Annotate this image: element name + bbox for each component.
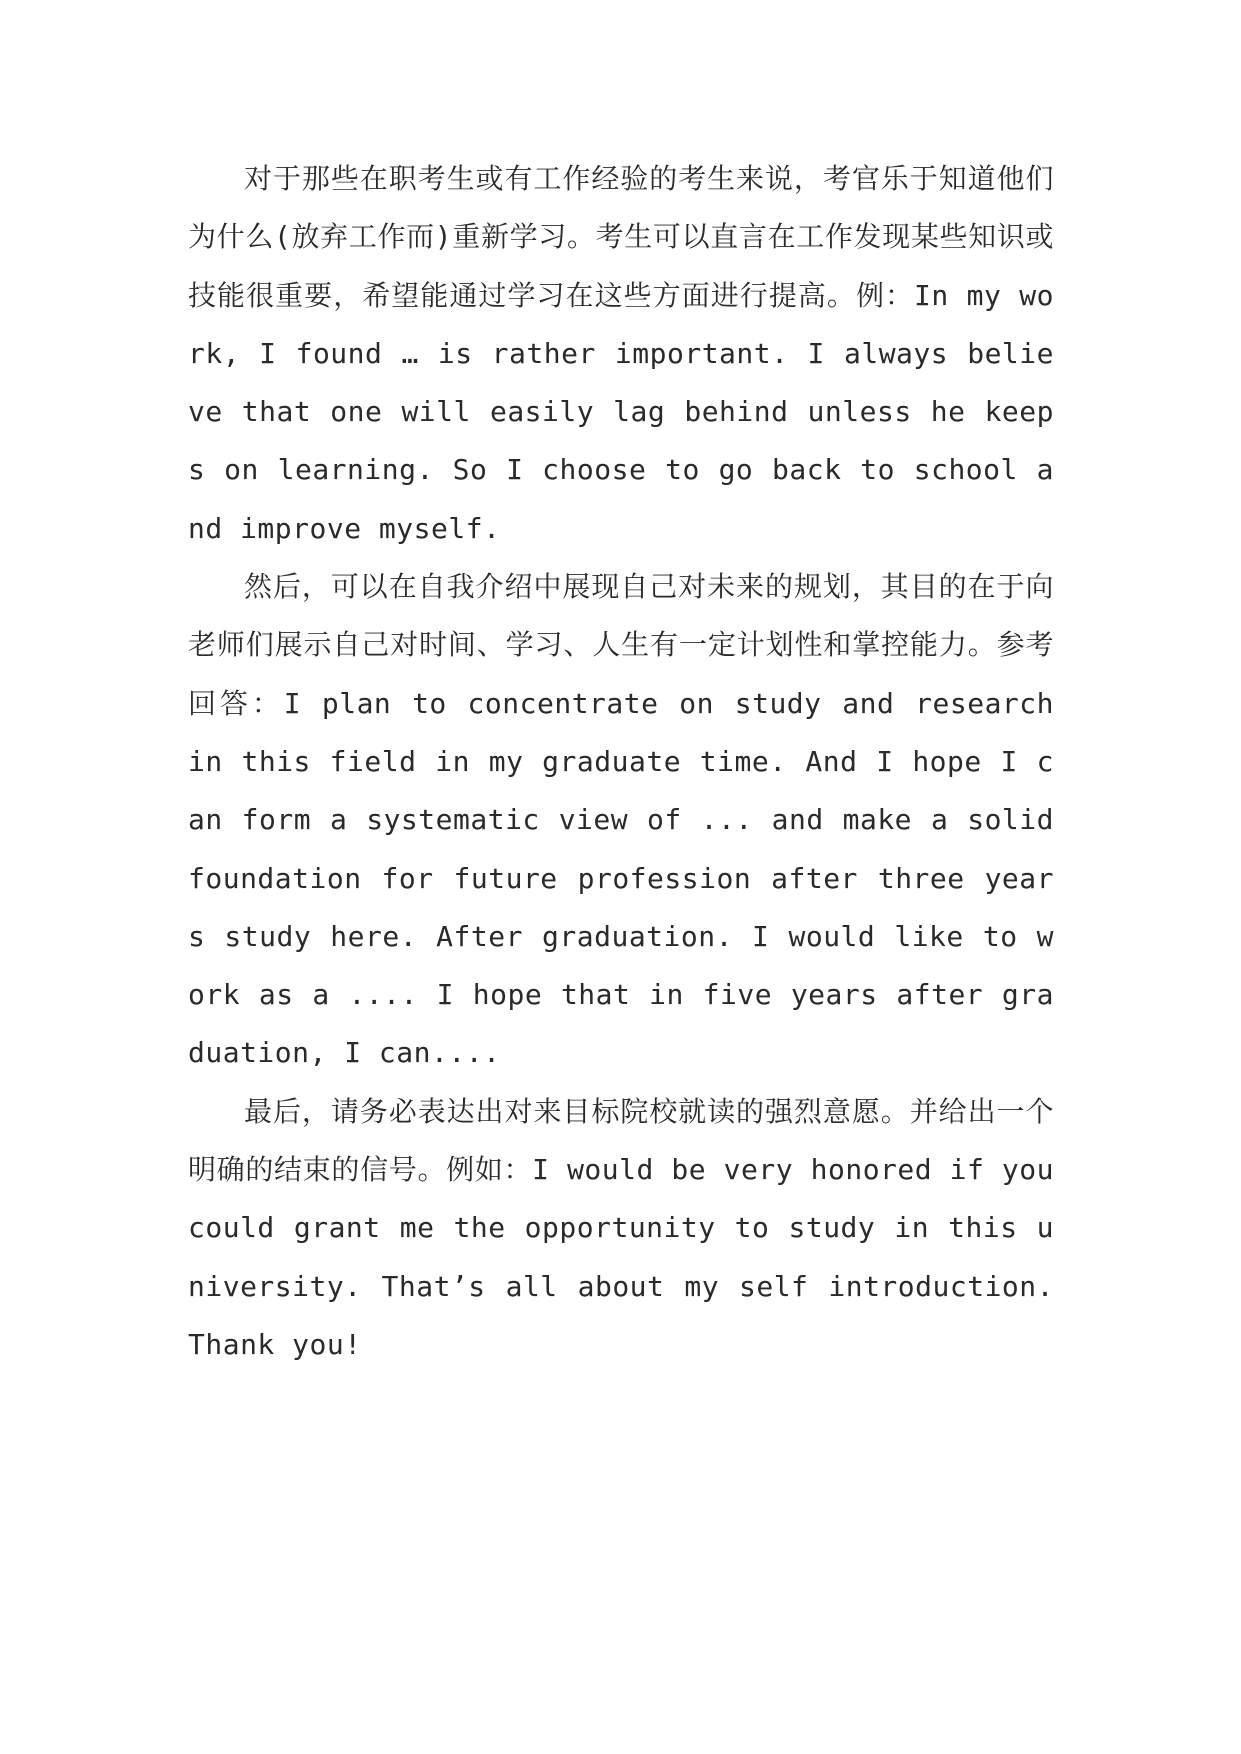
paragraph-future-plan: 然后，可以在自我介绍中展现自己对未来的规划，其目的在于向老师们展示自己对时间、学习、人生有一定计划性和掌控能力。参考回答：I plan to concentrate on study and research in this field in my graduate time. And I hope I can form a systematic view of ... and make a solid foundation for future profession after three years study here. After graduation. I would like to work as a .... I hope that in five years after graduation, I can.... <box>188 570 1054 1070</box>
paragraph-closing: 最后，请务必表达出对来目标院校就读的强烈意愿。并给出一个明确的结束的信号。例如：I would be very honored if you could grant me the opportunity to study in this university. That’s all about my self introduction. Thank you! <box>188 1094 1054 1361</box>
paragraph-work-experience: 对于那些在职考生或有工作经验的考生来说，考官乐于知道他们为什么(放弃工作而)重新学习。考生可以直言在工作发现某些知识或技能很重要，希望能通过学习在这些方面进行提高。例：In my work, I found … is rather important. I always believe that one will easily lag behind unless he keeps on learning. So I choose to go back to school and improve myself. <box>188 162 1054 545</box>
body-text <box>188 150 1054 1374</box>
